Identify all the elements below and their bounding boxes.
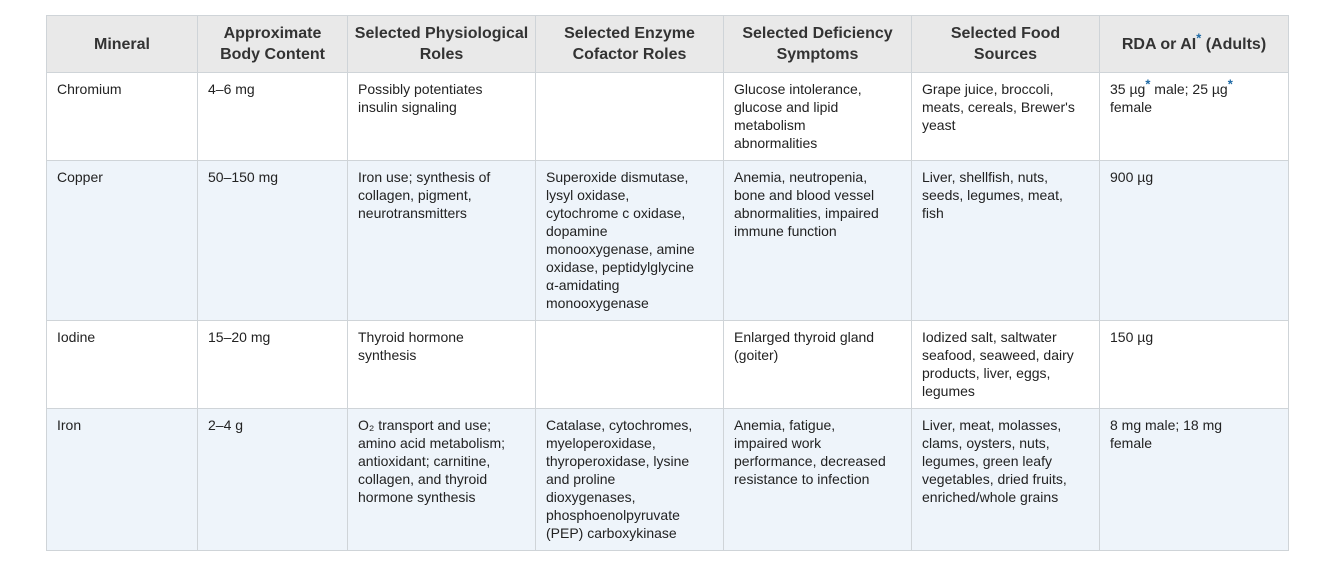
header-deficiency: Selected Deficiency Symptoms bbox=[724, 16, 912, 73]
cell-enzyme: Superoxide dismutase, lysyl oxidase, cytochrome c oxidase, dopamine monooxygenase, amine oxidase, peptidylglycine α-amidating monooxygenase bbox=[536, 161, 724, 321]
cell-phys: Thyroid hormone synthesis bbox=[348, 321, 536, 409]
cell-rda: 8 mg male; 18 mg female bbox=[1100, 409, 1289, 551]
header-physiological-roles: Selected Physiological Roles bbox=[348, 16, 536, 73]
cell-rda: 150 µg bbox=[1100, 321, 1289, 409]
header-food-sources: Selected Food Sources bbox=[912, 16, 1100, 73]
minerals-table bbox=[46, 15, 1289, 551]
cell-phys: O₂ transport and use; amino acid metabolism; antioxidant; carnitine, collagen, and thyroid hormone synthesis bbox=[348, 409, 536, 551]
rda-text: female bbox=[1110, 99, 1153, 115]
header-rda-label: RDA or AI bbox=[1121, 35, 1197, 53]
cell-body: 50–150 mg bbox=[198, 161, 348, 321]
header-rda bbox=[1100, 16, 1289, 73]
cell-phys: Possibly potentiates insulin signaling bbox=[348, 73, 536, 161]
asterisk-footnote-link[interactable]: * bbox=[1227, 76, 1233, 92]
cell-deficiency: Glucose intolerance, glucose and lipid metabolism abnormalities bbox=[724, 73, 912, 161]
cell-body: 4–6 mg bbox=[198, 73, 348, 161]
cell-mineral: Iron bbox=[47, 409, 198, 551]
cell-food: Grape juice, broccoli, meats, cereals, Brewer's yeast bbox=[912, 73, 1100, 161]
cell-enzyme bbox=[536, 321, 724, 409]
asterisk-footnote-link[interactable]: * bbox=[1196, 30, 1202, 46]
cell-mineral: Copper bbox=[47, 161, 198, 321]
cell-deficiency: Enlarged thyroid gland (goiter) bbox=[724, 321, 912, 409]
table-row bbox=[47, 409, 1289, 551]
cell-mineral: Iodine bbox=[47, 321, 198, 409]
cell-body: 15–20 mg bbox=[198, 321, 348, 409]
cell-rda bbox=[1100, 73, 1289, 161]
table-row bbox=[47, 321, 1289, 409]
cell-deficiency: Anemia, neutropenia, bone and blood vessel abnormalities, impaired immune function bbox=[724, 161, 912, 321]
cell-phys: Iron use; synthesis of collagen, pigment, neurotransmitters bbox=[348, 161, 536, 321]
rda-text: 35 µg bbox=[1110, 81, 1146, 97]
cell-enzyme bbox=[536, 73, 724, 161]
header-body-content: Approximate Body Content bbox=[198, 16, 348, 73]
cell-mineral: Chromium bbox=[47, 73, 198, 161]
asterisk-footnote-link[interactable]: * bbox=[1145, 76, 1151, 92]
cell-enzyme: Catalase, cytochromes, myeloperoxidase, thyroperoxidase, lysine and proline dioxygenases, phosphoenolpyruvate (PEP) carboxykinase bbox=[536, 409, 724, 551]
rda-text: male; 25 µg bbox=[1150, 81, 1228, 97]
table-row bbox=[47, 73, 1289, 161]
cell-food: Iodized salt, saltwater seafood, seaweed, dairy products, liver, eggs, legumes bbox=[912, 321, 1100, 409]
header-row bbox=[47, 16, 1289, 73]
cell-rda: 900 µg bbox=[1100, 161, 1289, 321]
cell-food: Liver, meat, molasses, clams, oysters, nuts, legumes, green leafy vegetables, dried fruits, enriched/whole grains bbox=[912, 409, 1100, 551]
header-enzyme-roles: Selected Enzyme Cofactor Roles bbox=[536, 16, 724, 73]
header-rda-suffix: (Adults) bbox=[1201, 35, 1267, 53]
cell-deficiency: Anemia, fatigue, impaired work performance, decreased resistance to infection bbox=[724, 409, 912, 551]
header-mineral: Mineral bbox=[47, 16, 198, 73]
cell-body: 2–4 g bbox=[198, 409, 348, 551]
cell-food: Liver, shellfish, nuts, seeds, legumes, meat, fish bbox=[912, 161, 1100, 321]
table-row bbox=[47, 161, 1289, 321]
